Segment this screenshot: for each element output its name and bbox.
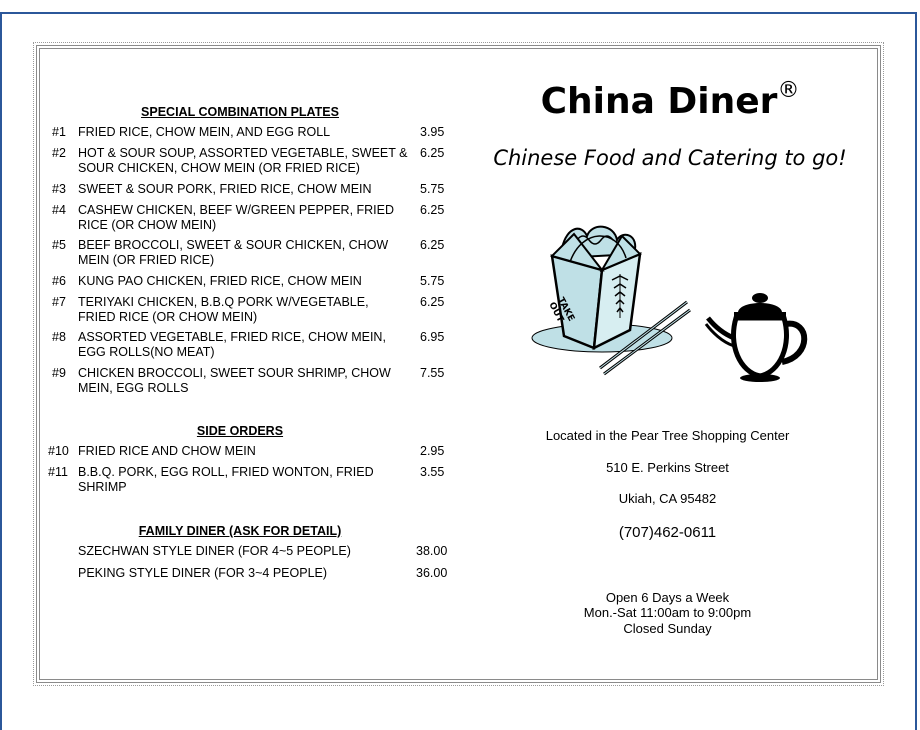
restaurant-name-text: China Diner (540, 81, 778, 122)
item-price: 6.95 (420, 330, 445, 344)
street-address: 510 E. Perkins Street (606, 460, 729, 475)
item-description: BEEF BROCCOLI, SWEET & SOUR CHICKEN, CHOW MEIN (OR FRIED RICE) (78, 238, 389, 267)
item-number: #8 (52, 330, 66, 344)
phone-number: (707)462-0611 (618, 524, 717, 541)
item-description: ASSORTED VEGETABLE, FRIED RICE, CHOW MEIN, EGG ROLLS(NO MEAT) (78, 330, 386, 359)
item-description: SWEET & SOUR PORK, FRIED RICE, CHOW MEIN (78, 182, 372, 196)
item-description: PEKING STYLE DINER (FOR 3~4 PEOPLE) (78, 566, 328, 580)
item-description: TERIYAKI CHICKEN, B.B.Q PORK W/VEGETABLE, FRIED RICE (OR CHOW MEIN) (78, 295, 369, 324)
registered-mark: ® (777, 78, 800, 103)
item-number: #3 (52, 182, 66, 196)
takeout-box-icon (522, 218, 692, 376)
item-price: 36.00 (416, 566, 448, 580)
item-description: SZECHWAN STYLE DINER (FOR 4~5 PEOPLE) (78, 544, 351, 558)
item-price: 6.25 (420, 238, 445, 252)
item-description: CHICKEN BROCCOLI, SWEET SOUR SHRIMP, CHOW MEIN, EGG ROLLS (78, 366, 391, 395)
item-number: #5 (52, 238, 66, 252)
item-price: 3.55 (420, 465, 445, 479)
item-description: FRIED RICE AND CHOW MEIN (78, 444, 256, 458)
item-description: B.B.Q. PORK, EGG ROLL, FRIED WONTON, FRIED SHRIMP (78, 465, 374, 494)
family-diner-heading: FAMILY DINER (ASK FOR DETAIL) (138, 524, 342, 538)
takeout-box-label: TAKE OUT (546, 296, 576, 325)
item-price: 6.25 (420, 146, 445, 160)
item-number: #9 (52, 366, 66, 380)
restaurant-name (520, 78, 820, 122)
item-description: HOT & SOUR SOUP, ASSORTED VEGETABLE, SWEET & SOUR CHICKEN, CHOW MEIN (OR FRIED RICE) (78, 146, 408, 175)
side-orders-heading: SIDE ORDERS (196, 424, 284, 438)
item-description: KUNG PAO CHICKEN, FRIED RICE, CHOW MEIN (78, 274, 362, 288)
location-line: Located in the Pear Tree Shopping Center (545, 428, 790, 443)
hours-closed: Closed Sunday (623, 621, 712, 636)
item-number: #10 (48, 444, 69, 458)
city-state-zip: Ukiah, CA 95482 (618, 491, 717, 506)
item-description: CASHEW CHICKEN, BEEF W/GREEN PEPPER, FRIED RICE (OR CHOW MEIN) (78, 203, 395, 232)
item-price: 38.00 (416, 544, 448, 558)
item-number: #7 (52, 295, 66, 309)
hours-times: Mon.-Sat 11:00am to 9:00pm (583, 605, 752, 620)
item-price: 3.95 (420, 125, 445, 139)
item-description: FRIED RICE, CHOW MEIN, AND EGG ROLL (78, 125, 331, 139)
item-price: 5.75 (420, 182, 445, 196)
item-number: #6 (52, 274, 66, 288)
item-number: #2 (52, 146, 66, 160)
item-price: 6.25 (420, 295, 445, 309)
hours-days: Open 6 Days a Week (605, 590, 730, 605)
item-number: #1 (52, 125, 66, 139)
item-price: 6.25 (420, 203, 445, 217)
tagline: Chinese Food and Catering to go! (493, 146, 847, 170)
special-combination-heading: SPECIAL COMBINATION PLATES (141, 105, 339, 119)
item-price: 7.55 (420, 366, 445, 380)
item-price: 2.95 (420, 444, 445, 458)
item-number: #4 (52, 203, 66, 217)
item-price: 5.75 (420, 274, 445, 288)
item-number: #11 (48, 465, 68, 479)
teapot-icon (700, 290, 815, 385)
